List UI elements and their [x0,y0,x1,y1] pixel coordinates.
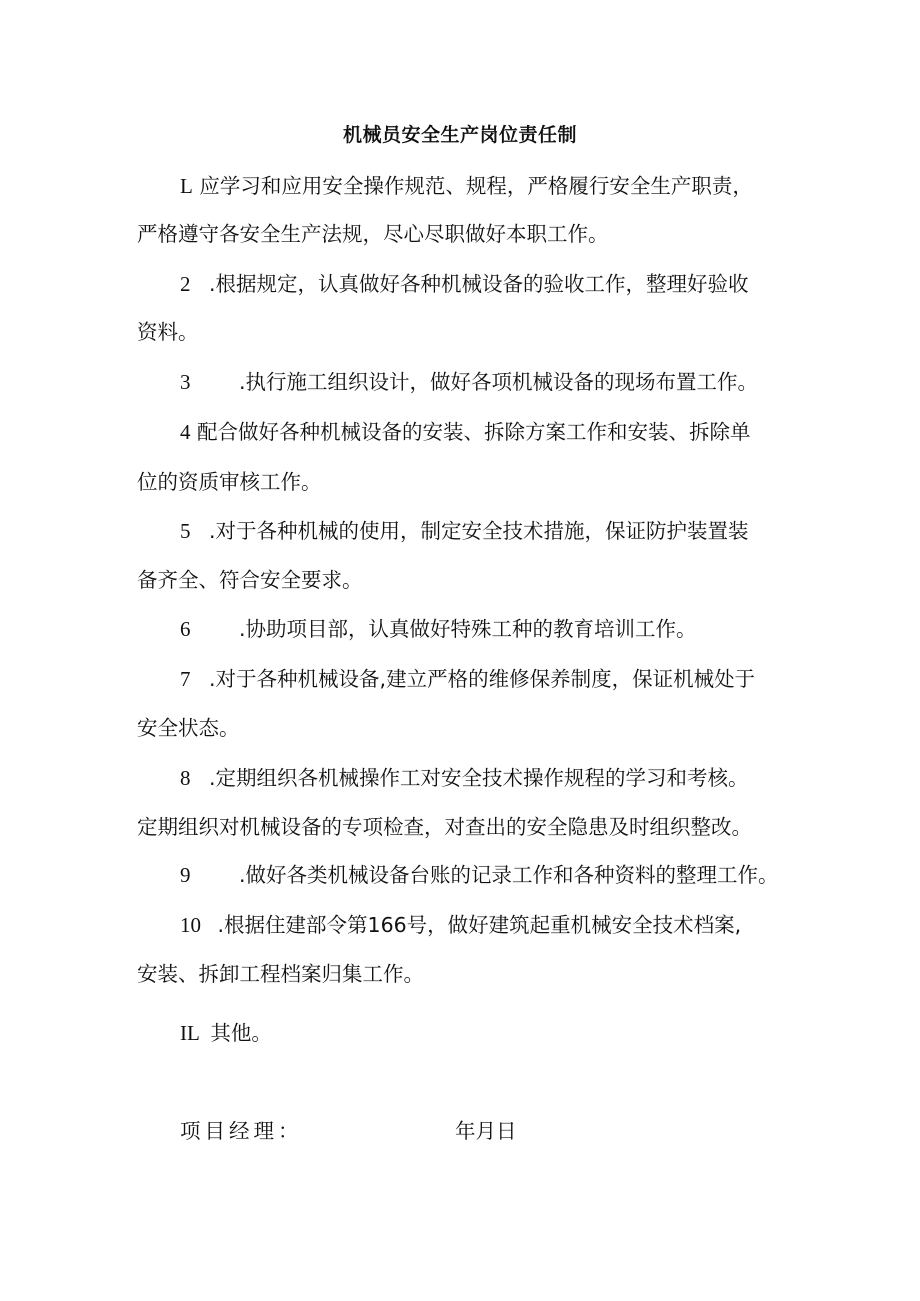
item-9-line-1 [180,861,779,889]
item-9-text: .做好各类机械设备台账的记录工作和各种资料的整理工作。 [239,863,779,887]
item-7-line-2: 安全状态。 [137,716,240,740]
item-6-number: 6 [180,617,191,641]
item-1-line-1 [180,172,753,200]
item-10-line-2: 安装、拆卸工程档案归集工作。 [137,962,424,986]
item-10-number: 10 [180,913,201,937]
item-7-line-1 [180,665,755,693]
item-11-number: IL [180,1021,200,1045]
item-5-line-2: 备齐全、符合安全要求。 [137,568,363,592]
item-8-text: .定期组织各机械操作工对安全技术操作规程的学习和考核。 [209,766,749,790]
item-7-text: .对于各种机械设备,建立严格的维修保养制度，保证机械处于 [209,667,756,691]
item-2-number: 2 [180,272,191,296]
item-3-text: .执行施工组织设计，做好各项机械设备的现场布置工作。 [239,370,759,394]
item-6-text: .协助项目部，认真做好特殊工种的教育培训工作。 [239,617,697,641]
item-1-number: L [180,174,193,198]
item-10-text: .根据住建部令第166号，做好建筑起重机械安全技术档案, [217,913,742,937]
item-11-text: 其他。 [210,1021,272,1045]
item-2-text: .根据规定，认真做好各种机械设备的验收工作，整理好验收 [209,272,749,296]
item-11-line-1 [180,1019,272,1047]
item-8-number: 8 [180,766,191,790]
item-1-text: 应学习和应用安全操作规范、规程，严格履行安全生产职责， [199,174,753,198]
date-label: 年月日 [455,1119,517,1143]
item-1-line-2: 严格遵守各安全生产法规，尽心尽职做好本职工作。 [137,222,609,246]
item-3-line-1 [180,368,758,396]
item-9-number: 9 [180,863,191,887]
project-manager-label: 项目经理： [180,1119,303,1143]
item-4-text: 配合做好各种机械设备的安装、拆除方案工作和安装、拆除单 [197,420,751,444]
item-5-line-1 [180,517,749,545]
item-4-line-2: 位的资质审核工作。 [137,470,322,494]
item-5-text: .对于各种机械的使用，制定安全技术措施，保证防护装置装 [209,519,749,543]
item-4-line-1 [180,418,751,446]
item-6-line-1 [180,615,697,643]
item-8-line-1 [180,764,749,792]
item-2-line-2: 资料。 [137,320,199,344]
item-8-line-2: 定期组织对机械设备的专项检查，对查出的安全隐患及时组织整改。 [137,815,752,839]
item-7-number: 7 [180,667,191,691]
item-3-number: 3 [180,370,191,394]
item-5-number: 5 [180,519,191,543]
item-10-line-1 [180,911,741,939]
document-title: 机械员安全生产岗位责任制 [342,124,577,146]
item-2-line-1 [180,270,749,298]
item-4-number: 4 [180,420,191,444]
